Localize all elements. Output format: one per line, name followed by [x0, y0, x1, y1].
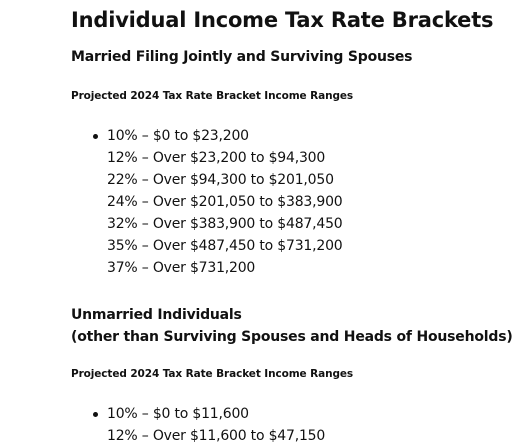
bracket-text: 12% – Over $23,200 to $94,300	[107, 150, 326, 166]
section-heading-line: Married Filing Jointly and Surviving Spouses	[71, 49, 413, 65]
bracket-list-unmarried-individuals	[71, 403, 325, 447]
list-item	[71, 125, 343, 147]
section-subheading: Projected 2024 Tax Rate Bracket Income Ranges	[71, 90, 354, 102]
bracket-text: 10% – $0 to $11,600	[107, 406, 249, 422]
list-item	[71, 213, 343, 235]
bracket-text: 10% – $0 to $23,200	[107, 128, 249, 144]
page-title: Individual Income Tax Rate Brackets	[71, 8, 494, 32]
bracket-text: 24% – Over $201,050 to $383,900	[107, 194, 343, 210]
section-heading-married-filing-jointly	[71, 49, 412, 65]
list-item	[71, 403, 325, 425]
list-item	[71, 257, 343, 279]
bullet-icon	[93, 134, 98, 139]
bullet-icon	[93, 412, 98, 417]
section-heading-line: Unmarried Individuals	[71, 307, 242, 323]
section-heading-unmarried-individuals	[71, 304, 513, 348]
list-item	[71, 235, 343, 257]
bracket-text: 12% – Over $11,600 to $47,150	[107, 428, 326, 444]
section-heading-line: (other than Surviving Spouses and Heads of Households)	[71, 329, 513, 345]
list-item	[71, 147, 343, 169]
bracket-text: 37% – Over $731,200	[107, 260, 256, 276]
bracket-text: 32% – Over $383,900 to $487,450	[107, 216, 343, 232]
section-subheading: Projected 2024 Tax Rate Bracket Income Ranges	[71, 368, 354, 380]
list-item	[71, 425, 325, 447]
bracket-text: 35% – Over $487,450 to $731,200	[107, 238, 343, 254]
bracket-text: 22% – Over $94,300 to $201,050	[107, 172, 334, 188]
list-item	[71, 169, 343, 191]
bracket-list-married-filing-jointly	[71, 125, 343, 279]
list-item	[71, 191, 343, 213]
